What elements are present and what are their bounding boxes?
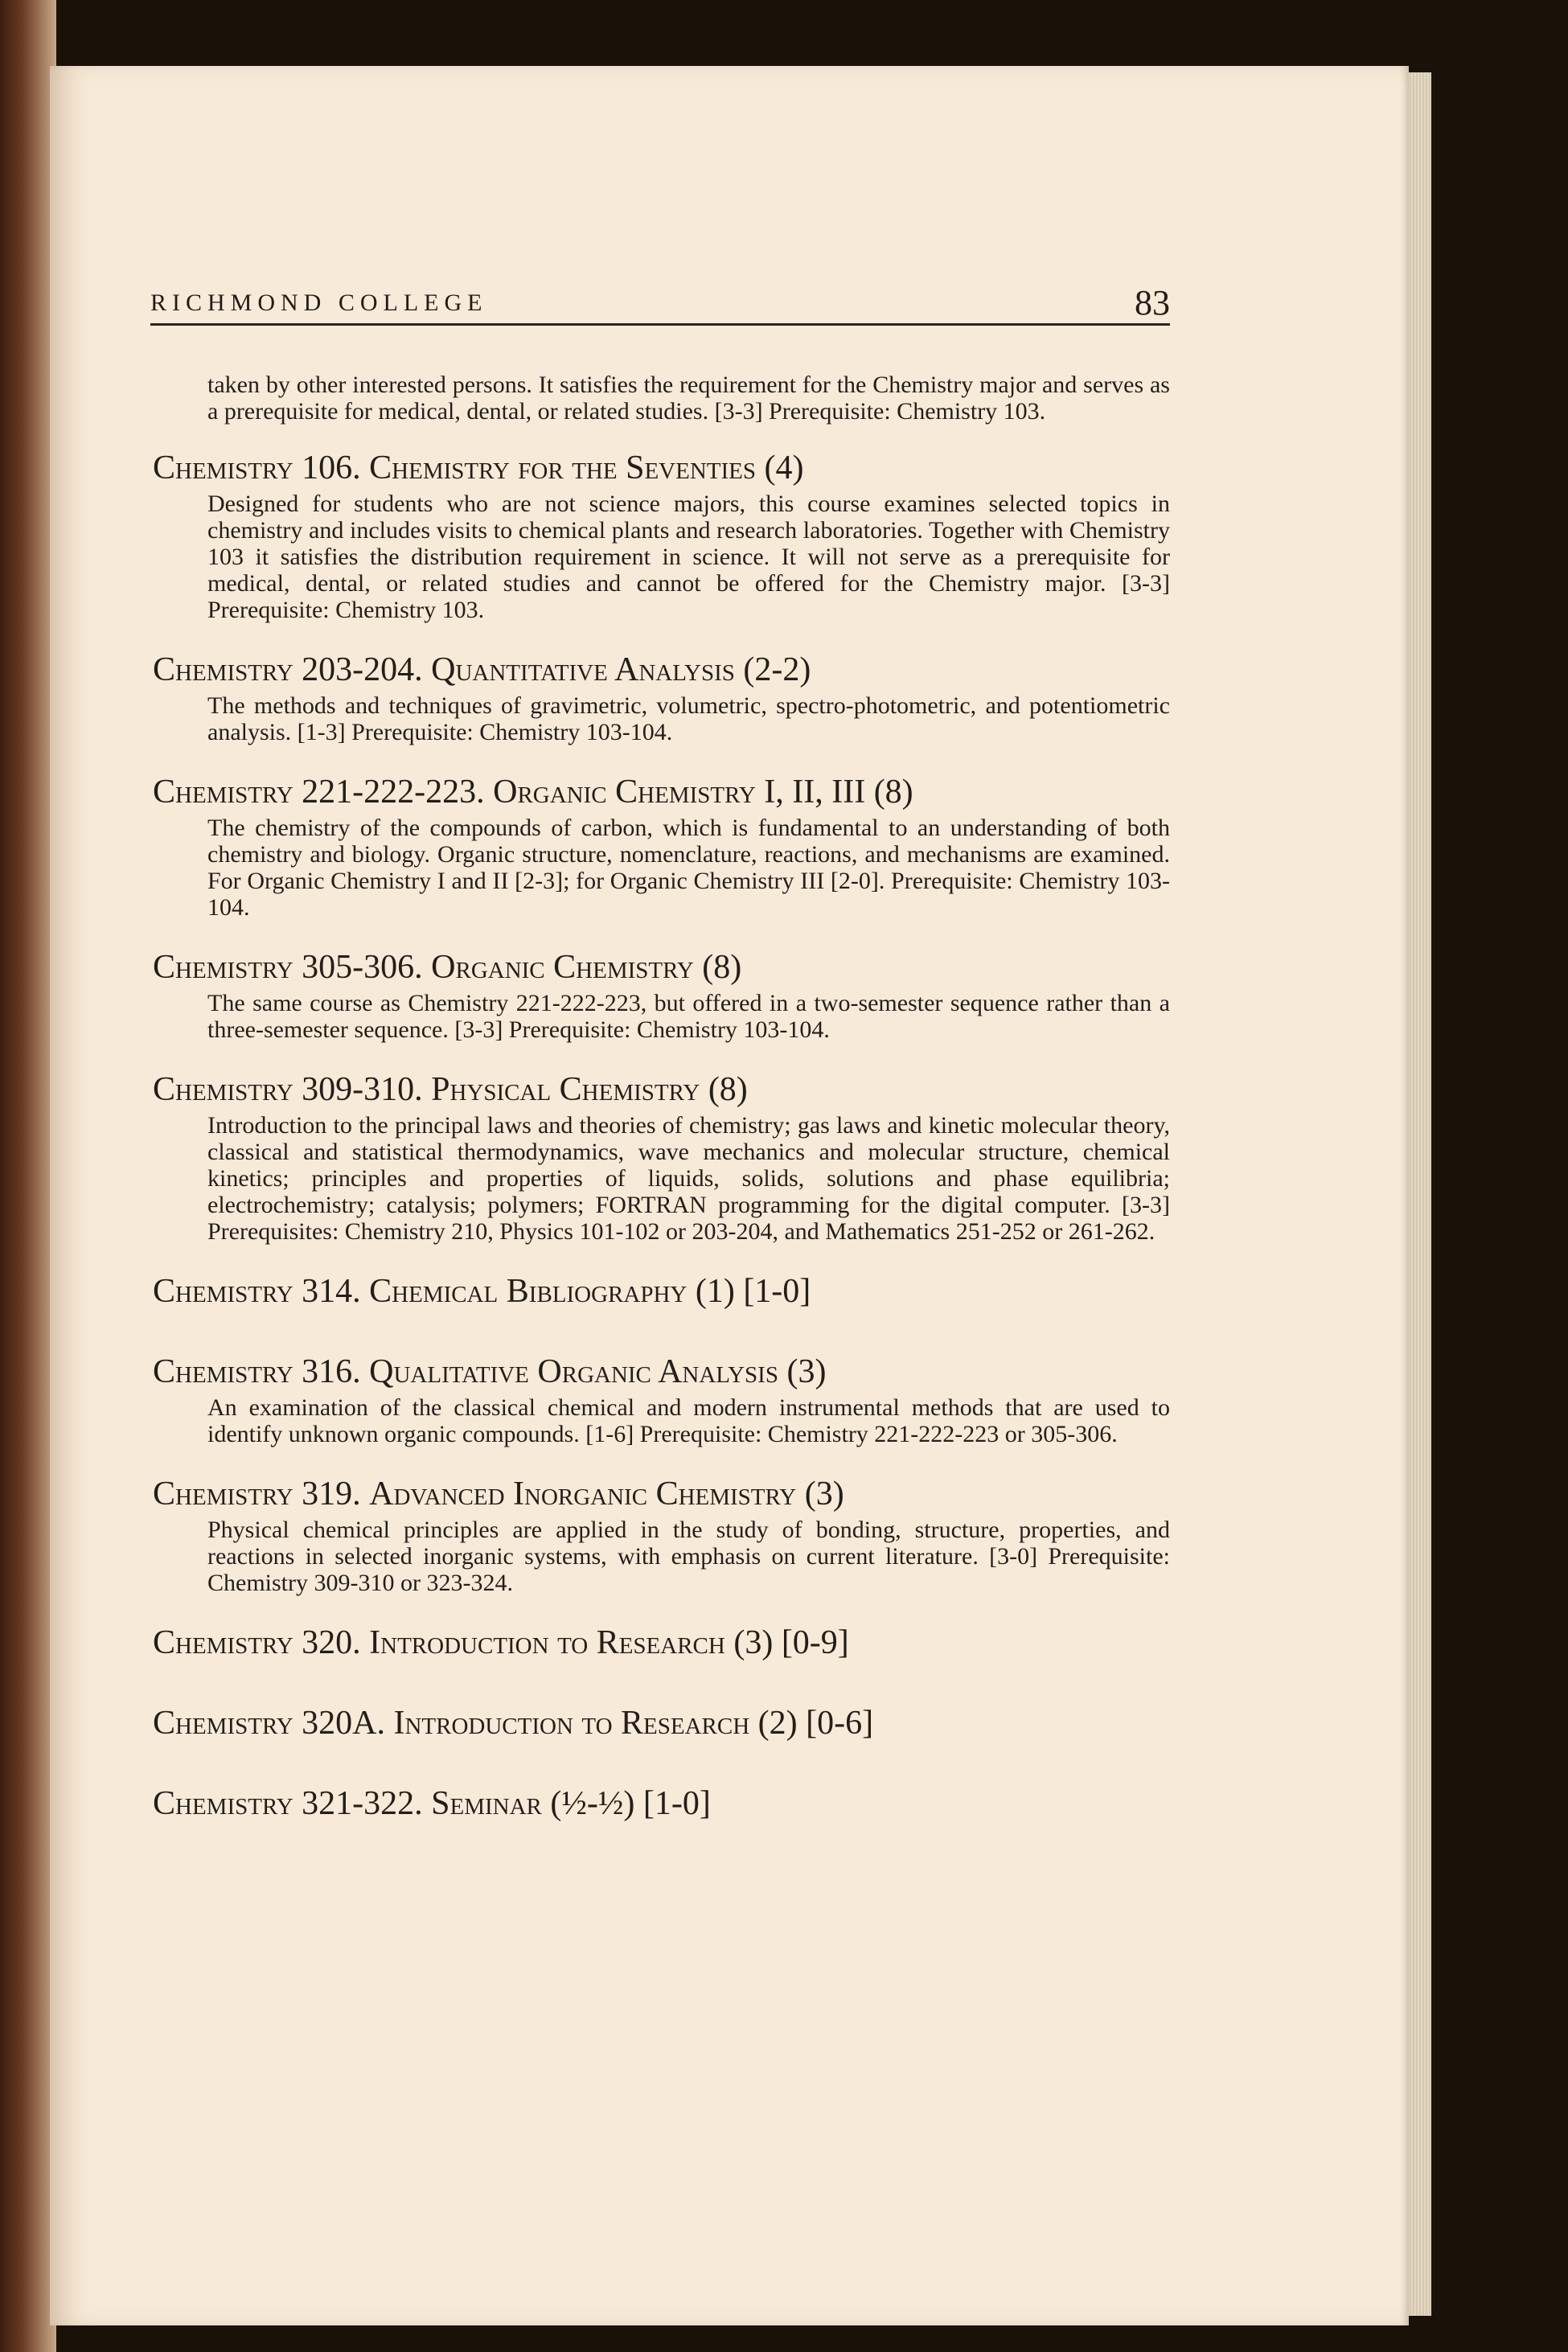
course-heading	[153, 1070, 1170, 1109]
course-number: Chemistry 319.	[153, 1476, 361, 1513]
course-description: Designed for students who are not science majors, this course examines selected topics in chemistry and includes visits to chemical plants and research laboratories. Together with Chemistry 103 it satisfies the distribution requirement in science. It will not serve as a prerequisite for medical, dental, or related studies and cannot be offered for the Chemistry major. [3-3] Prerequisite: Chemistry 103.	[207, 491, 1170, 623]
course-title: Introduction to Research (2) [0-6]	[393, 1705, 874, 1742]
course-number: Chemistry 320A.	[153, 1705, 385, 1742]
course-heading	[153, 1353, 1170, 1391]
course-description: Physical chemical principles are applied in the study of bonding, structure, properties, and reactions in selected inorganic systems, with emphasis on current literature. [3-0] Prerequisite: Chemistry 309-310 or 323-324.	[207, 1517, 1170, 1596]
page-header	[150, 273, 1170, 326]
course-entry	[153, 1623, 1170, 1662]
course-number: Chemistry 305-306.	[153, 949, 423, 986]
course-heading	[153, 773, 1170, 811]
course-heading	[153, 449, 1170, 487]
page-number: 83	[1135, 283, 1170, 322]
course-heading	[153, 1784, 1170, 1823]
course-entry	[153, 1784, 1170, 1823]
course-number: Chemistry 314.	[153, 1273, 361, 1310]
course-heading	[153, 1475, 1170, 1513]
course-title: Organic Chemistry I, II, III (8)	[493, 774, 913, 811]
course-number: Chemistry 203-204.	[153, 651, 423, 688]
course-number: Chemistry 321-322.	[153, 1785, 423, 1822]
course-heading	[153, 1272, 1170, 1311]
course-number: Chemistry 309-310.	[153, 1071, 423, 1108]
book-spine-shadow	[0, 0, 56, 2352]
course-description: Introduction to the principal laws and theories of chemistry; gas laws and kinetic molecular theory, classical and statistical thermodynamics, wave mechanics and molecular structure, chemical kinetics; principles and properties of liquids, solids, solutions and phase equilibria; electrochemistry; catalysis; polymers; FORTRAN programming for the digital computer. [3-3] Prerequisites: Chemistry 210, Physics 101-102 or 203-204, and Mathematics 251-252 or 261-262.	[207, 1112, 1170, 1245]
course-title: Organic Chemistry (8)	[431, 949, 742, 986]
course-title: Chemistry for the Seventies (4)	[369, 449, 804, 486]
running-head: RICHMOND COLLEGE	[150, 289, 488, 316]
course-entry	[153, 1272, 1170, 1311]
course-description: The same course as Chemistry 221-222-223, but offered in a two-semester sequence rather than a three-semester sequence. [3-3] Prerequisite: Chemistry 103-104.	[207, 990, 1170, 1043]
course-description: An examination of the classical chemical and modern instrumental methods that are used to identify unknown organic compounds. [1-6] Prerequisite: Chemistry 221-222-223 or 305-306.	[207, 1394, 1170, 1447]
page-edge-stack	[1409, 72, 1431, 2316]
page-body	[153, 371, 1170, 1865]
course-heading	[153, 1704, 1170, 1742]
course-title: Advanced Inorganic Chemistry (3)	[369, 1476, 844, 1513]
course-entry	[153, 948, 1170, 1043]
course-entry	[153, 1475, 1170, 1596]
course-title: Physical Chemistry (8)	[431, 1071, 748, 1108]
course-entry	[153, 651, 1170, 745]
course-title: Quantitative Analysis (2-2)	[431, 651, 811, 688]
course-title: Introduction to Research (3) [0-9]	[369, 1624, 849, 1661]
course-number: Chemistry 320.	[153, 1624, 361, 1661]
course-title: Qualitative Organic Analysis (3)	[369, 1353, 827, 1390]
course-entry	[153, 1704, 1170, 1742]
course-entry	[153, 1070, 1170, 1245]
course-entry	[153, 773, 1170, 921]
course-number: Chemistry 221-222-223.	[153, 774, 485, 811]
course-entry	[153, 1353, 1170, 1447]
course-heading	[153, 1623, 1170, 1662]
course-heading	[153, 651, 1170, 689]
course-description: The methods and techniques of gravimetric, volumetric, spectro-photometric, and potentiometric analysis. [1-3] Prerequisite: Chemistry 103-104.	[207, 692, 1170, 745]
course-description: The chemistry of the compounds of carbon, which is fundamental to an understanding of both chemistry and biology. Organic structure, nomenclature, reactions, and mechanisms are examined. For Organic Chemistry I and II [2-3]; for Organic Chemistry III [2-0]. Prerequisite: Chemistry 103-104.	[207, 815, 1170, 921]
course-entry	[153, 449, 1170, 623]
course-title: Chemical Bibliography (1) [1-0]	[369, 1273, 811, 1310]
course-number: Chemistry 106.	[153, 449, 361, 486]
intro-paragraph: taken by other interested persons. It satisfies the requirement for the Chemistry major and serves as a prerequisite for medical, dental, or related studies. [3-3] Prerequisite: Chemistry 103.	[207, 371, 1170, 425]
course-number: Chemistry 316.	[153, 1353, 361, 1390]
course-heading	[153, 948, 1170, 987]
course-title: Seminar (½-½) [1-0]	[431, 1785, 711, 1822]
